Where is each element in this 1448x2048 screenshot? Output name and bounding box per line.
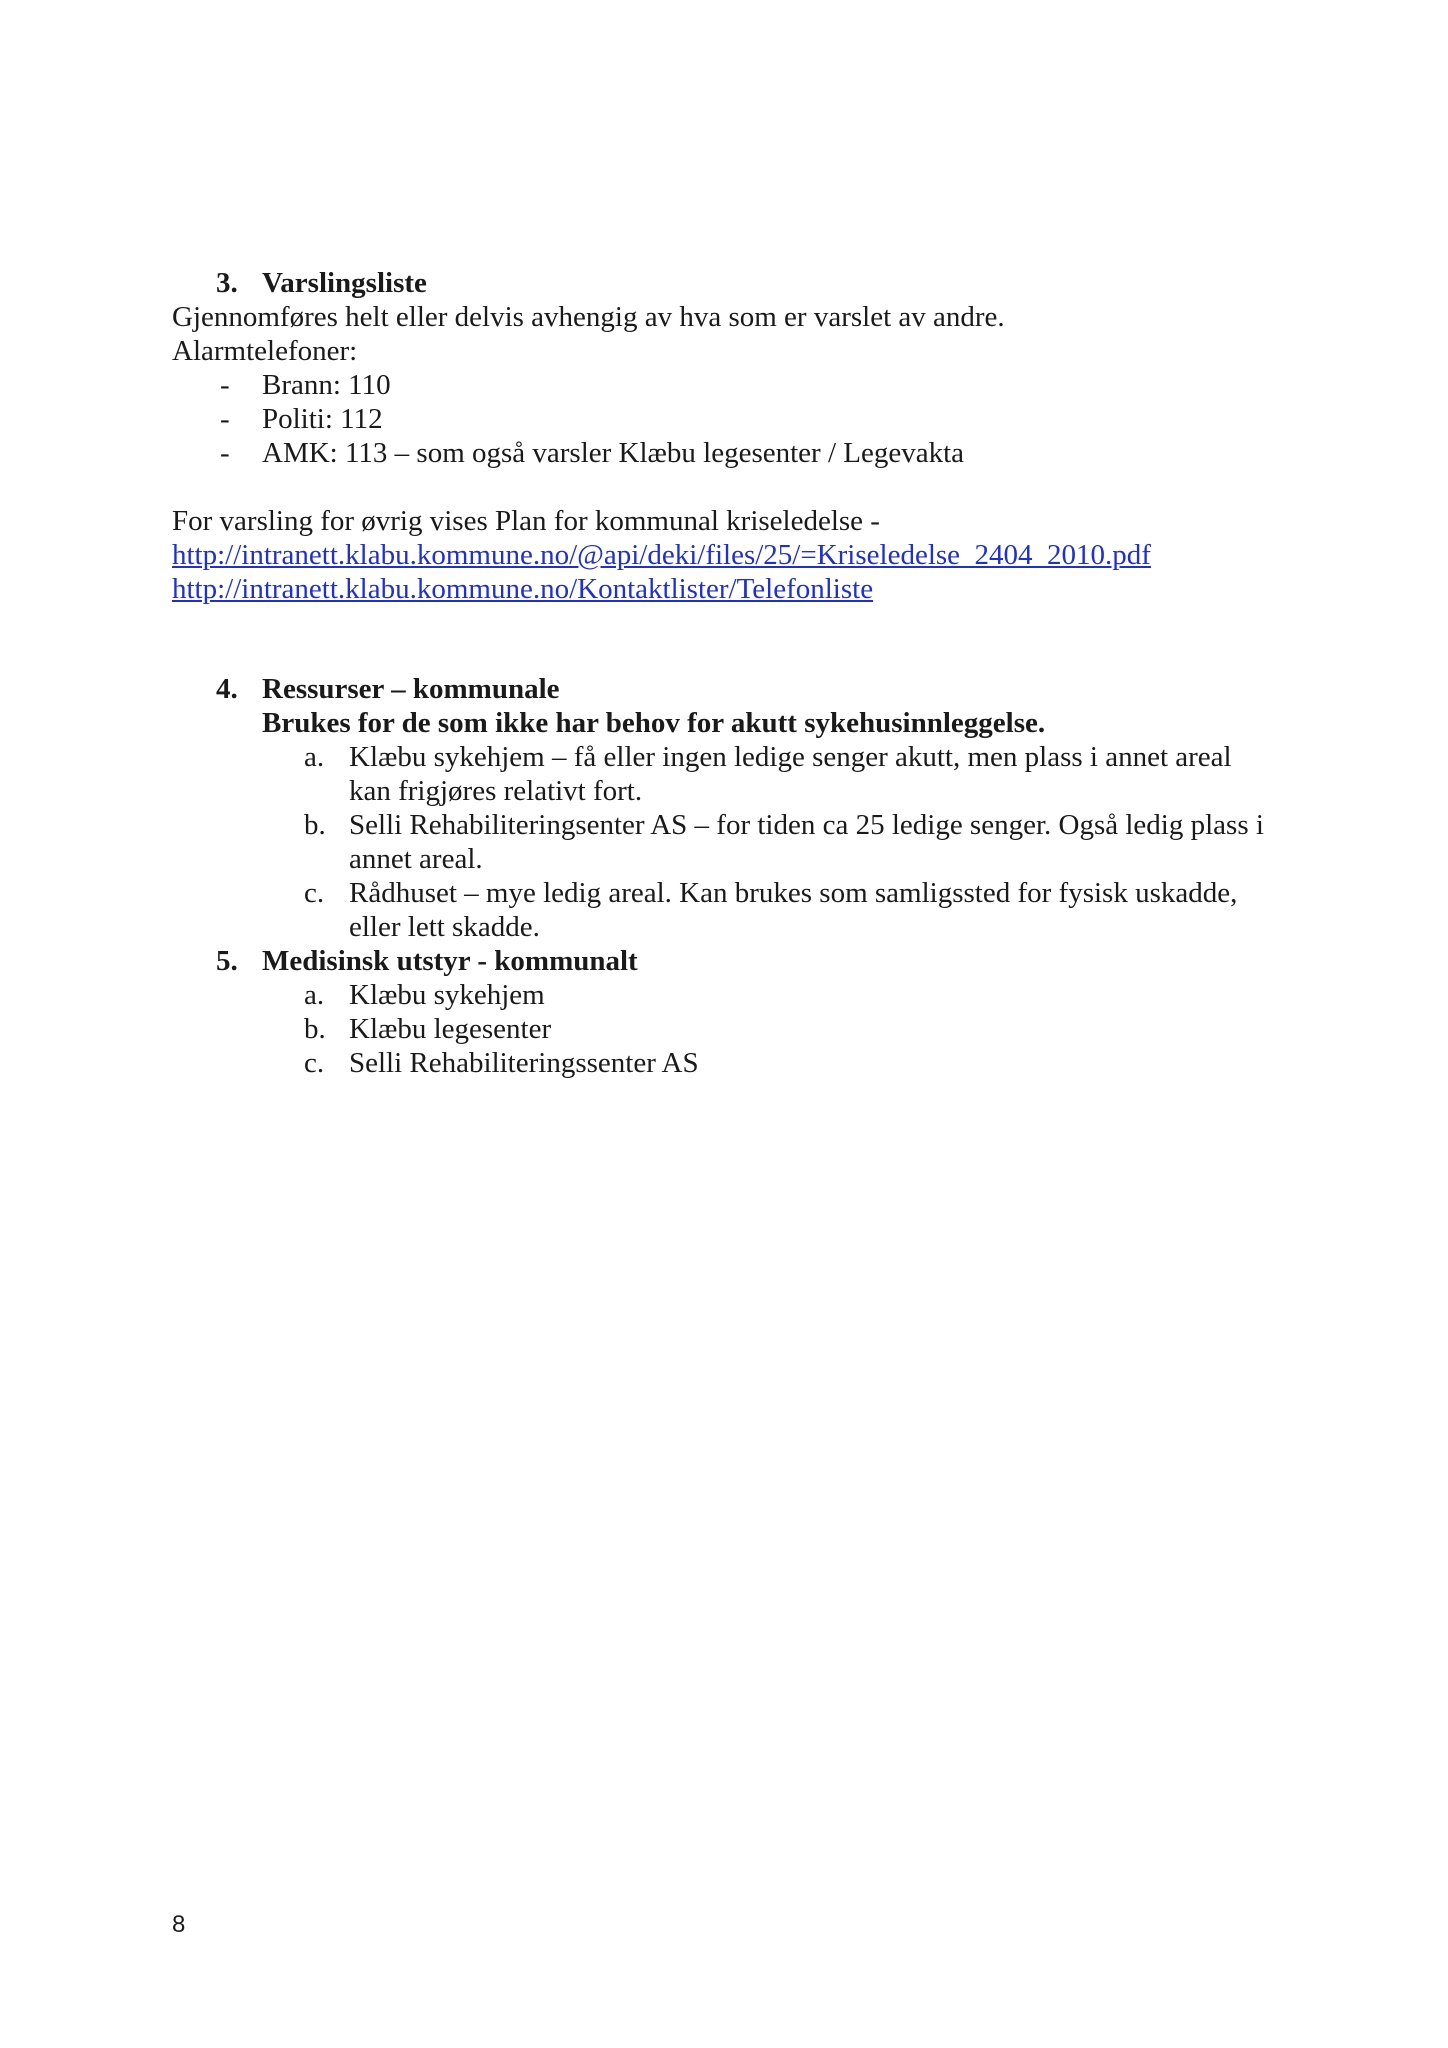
further-notice-text: For varsling for øvrig vises Plan for kommunal kriseledelse - (172, 505, 880, 537)
list-item-line: annet areal. (349, 843, 483, 875)
bullet-marker: - (220, 437, 230, 469)
bullet-amk: AMK: 113 – som også varsler Klæbu legesenter / Legevakta (262, 437, 965, 469)
list-item-line: Rådhuset – mye ledig areal. Kan brukes som samligssted for fysisk uskadde, (349, 877, 1238, 909)
bullet-marker: - (220, 369, 230, 401)
list-item-line: eller lett skadde. (349, 911, 540, 943)
crisis-plan-link[interactable]: http://intranett.klabu.kommune.no/@api/deki/files/25/=Kriseledelse_2404_2010.pdf (172, 539, 1151, 571)
section-4-subheading: Brukes for de som ikke har behov for akutt sykehusinnleggelse. (262, 707, 1046, 739)
section-3-heading: Varslingsliste (262, 267, 427, 299)
list-marker: c. (304, 877, 325, 909)
list-marker: a. (304, 979, 325, 1011)
list-item: Klæbu legesenter (349, 1013, 552, 1045)
section-4-number: 4. (216, 673, 238, 705)
list-marker: c. (304, 1047, 325, 1079)
list-item-line: kan frigjøres relativt fort. (349, 775, 643, 807)
section-5-number: 5. (216, 945, 238, 977)
list-marker: b. (304, 1013, 326, 1045)
list-item-line: Selli Rehabiliteringsenter AS – for tiden ca 25 ledige senger. Også ledig plass i (349, 809, 1264, 841)
list-item: Selli Rehabiliteringssenter AS (349, 1047, 699, 1079)
list-item-line: Klæbu sykehjem – få eller ingen ledige senger akutt, men plass i annet areal (349, 741, 1232, 773)
bullet-police: Politi: 112 (262, 403, 383, 435)
section-3-intro: Gjennomføres helt eller delvis avhengig av hva som er varslet av andre. (172, 301, 1005, 333)
alarm-phones-label: Alarmtelefoner: (172, 335, 358, 367)
section-3-number: 3. (216, 267, 238, 299)
phone-list-link[interactable]: http://intranett.klabu.kommune.no/Kontaktlister/Telefonliste (172, 573, 874, 605)
list-marker: b. (304, 809, 326, 841)
bullet-fire: Brann: 110 (262, 369, 391, 401)
page-number: 8 (172, 1911, 186, 1938)
section-4-heading: Ressurser – kommunale (262, 673, 560, 705)
list-marker: a. (304, 741, 325, 773)
bullet-marker: - (220, 403, 230, 435)
section-5-heading: Medisinsk utstyr - kommunalt (262, 945, 638, 977)
list-item: Klæbu sykehjem (349, 979, 545, 1011)
